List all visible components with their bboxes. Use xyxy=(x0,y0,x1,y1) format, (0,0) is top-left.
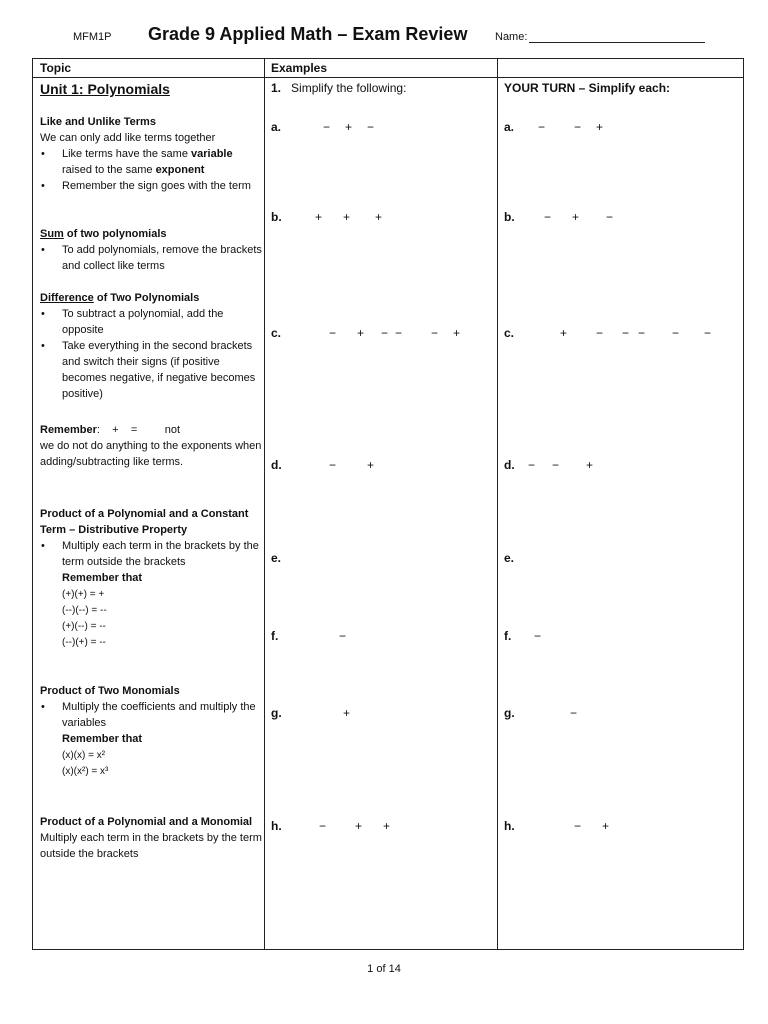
operator-sign: + xyxy=(602,819,610,833)
your-turn-item-label: c. xyxy=(504,326,515,340)
operator-sign: + xyxy=(367,458,375,472)
sign-rule-4: (--)(+) = -- xyxy=(62,637,106,648)
operator-sign: − xyxy=(534,629,542,643)
operator-sign: − xyxy=(395,326,403,340)
name-field[interactable] xyxy=(495,31,705,43)
sign-rules-label: Remember that xyxy=(62,572,143,584)
like-terms-intro: We can only add like terms together xyxy=(40,132,216,144)
operator-sign: + xyxy=(355,819,363,833)
exponent-rule-1: (x)(x) = x² xyxy=(62,750,106,761)
sign-rule-2: (--)(--) = -- xyxy=(62,605,107,616)
like-terms-bullet-2: • Remember the sign goes with the term xyxy=(40,178,262,194)
example-item-d xyxy=(271,458,491,476)
column-divider-2 xyxy=(497,59,498,949)
example-item-f xyxy=(271,629,491,647)
topic-column-header: Topic xyxy=(40,61,72,75)
sign-rule-1: (+)(+) = + xyxy=(62,589,105,600)
operator-sign: − xyxy=(574,120,582,134)
operator-sign: − xyxy=(528,458,536,472)
name-label: Name: xyxy=(495,31,528,43)
your-turn-item-label: h. xyxy=(504,819,515,833)
like-terms-heading: Like and Unlike Terms xyxy=(40,116,156,128)
distributive-heading: Product of a Polynomial and a Constant Term – Distributive Property xyxy=(40,508,249,536)
distributive-section xyxy=(40,506,262,651)
remember-equals: = xyxy=(130,424,138,436)
page-number: 1 of 14 xyxy=(367,963,401,975)
operator-sign: + xyxy=(560,326,568,340)
your-turn-item-a xyxy=(504,120,724,138)
examples-heading-number: 1. xyxy=(271,81,282,95)
example-item-a xyxy=(271,120,491,138)
exponent-rule-2: (x)(x²) = x³ xyxy=(62,766,109,777)
difference-bullet-1: • To subtract a polynomial, add the opposite xyxy=(40,306,262,338)
monomials-heading: Product of Two Monomials xyxy=(40,685,180,697)
remember-label: Remember xyxy=(40,424,97,436)
your-turn-item-label: f. xyxy=(504,629,512,643)
like-terms-bullet-1: • Like terms have the same variable raised to the same exponent xyxy=(40,146,262,178)
page-title: Grade 9 Applied Math – Exam Review xyxy=(148,24,468,44)
example-item-h xyxy=(271,819,491,837)
name-blank-line[interactable] xyxy=(529,32,705,43)
course-code: MFM1P xyxy=(73,31,112,43)
examples-heading-text: Simplify the following: xyxy=(291,81,407,95)
operator-sign: − xyxy=(704,326,712,340)
your-turn-item-h xyxy=(504,819,724,837)
monomials-section xyxy=(40,683,262,780)
example-item-label: a. xyxy=(271,120,282,134)
poly-monomial-heading: Product of a Polynomial and a Monomial xyxy=(40,816,253,828)
operator-sign: − xyxy=(431,326,439,340)
unit-title-text: Unit 1: Polynomials xyxy=(40,81,170,97)
operator-sign: − xyxy=(329,326,337,340)
your-turn-item-f xyxy=(504,629,724,647)
operator-sign: − xyxy=(638,326,646,340)
operator-sign: + xyxy=(572,210,580,224)
your-turn-item-label: e. xyxy=(504,551,515,565)
operator-sign: − xyxy=(552,458,560,472)
example-item-c xyxy=(271,326,491,344)
your-turn-item-label: d. xyxy=(504,458,515,472)
example-item-label: g. xyxy=(271,706,282,720)
operator-sign: + xyxy=(343,706,351,720)
column-divider-1 xyxy=(264,59,265,949)
remember-section: Remember: + = not we do not do anything to the exponents when adding/subtracting like terms. xyxy=(40,424,262,468)
example-item-b xyxy=(271,210,491,228)
exponent-rules xyxy=(40,731,262,780)
sum-section xyxy=(40,226,262,274)
operator-sign: − xyxy=(596,326,604,340)
example-item-label: d. xyxy=(271,458,282,472)
remember-plus: + xyxy=(112,424,119,436)
operator-sign: + xyxy=(596,120,604,134)
your-turn-item-d xyxy=(504,458,724,476)
example-item-label: e. xyxy=(271,551,282,565)
sum-bullet-1: • To add polynomials, remove the brackets and collect like terms xyxy=(40,242,262,274)
operator-sign: + xyxy=(586,458,594,472)
difference-bullet-2: • Take everything in the second brackets and switch their signs (if positive becomes negative, if negative becomes positive) xyxy=(40,338,262,402)
your-turn-item-label: a. xyxy=(504,120,515,134)
like-terms-section xyxy=(40,114,262,194)
operator-sign: − xyxy=(622,326,630,340)
operator-sign: + xyxy=(315,210,323,224)
operator-sign: − xyxy=(574,819,582,833)
difference-section xyxy=(40,290,262,402)
your-turn-item-e xyxy=(504,551,724,569)
your-turn-heading xyxy=(504,81,670,95)
your-turn-item-label: g. xyxy=(504,706,515,720)
example-item-label: f. xyxy=(271,629,279,643)
examples-column-header: Examples xyxy=(271,61,328,75)
monomials-bullet-1: • Multiply the coefficients and multiply the variables xyxy=(40,699,262,731)
exponent-rules-label: Remember that xyxy=(62,733,143,745)
example-item-g xyxy=(271,706,491,724)
sign-rule-3: (+)(--) = -- xyxy=(62,621,106,632)
poly-monomial-section xyxy=(40,814,262,862)
difference-heading-underlined: Difference xyxy=(40,292,94,304)
page-header xyxy=(0,24,768,48)
remember-note: we do not do anything to the exponents when adding/subtracting like terms. xyxy=(40,440,262,468)
examples-heading xyxy=(271,81,406,95)
operator-sign: − xyxy=(381,326,389,340)
header-row-divider xyxy=(33,77,743,78)
operator-sign: − xyxy=(367,120,375,134)
your-turn-item-label: b. xyxy=(504,210,515,224)
operator-sign: − xyxy=(323,120,331,134)
example-item-label: c. xyxy=(271,326,282,340)
example-item-e xyxy=(271,551,491,569)
sign-rules xyxy=(40,570,262,651)
your-turn-item-b xyxy=(504,210,724,228)
difference-heading-rest: of Two Polynomials xyxy=(93,292,200,304)
operator-sign: + xyxy=(345,120,353,134)
sum-heading-rest: of two polynomials xyxy=(63,228,167,240)
operator-sign: − xyxy=(544,210,552,224)
operator-sign: − xyxy=(672,326,680,340)
operator-sign: + xyxy=(343,210,351,224)
sum-heading-underlined: Sum xyxy=(40,228,64,240)
review-table xyxy=(32,58,744,950)
operator-sign: + xyxy=(453,326,461,340)
your-turn-item-g xyxy=(504,706,724,724)
operator-sign: + xyxy=(383,819,391,833)
operator-sign: + xyxy=(357,326,365,340)
operator-sign: + xyxy=(375,210,383,224)
example-item-label: b. xyxy=(271,210,282,224)
your-turn-item-c xyxy=(504,326,724,344)
remember-not: not xyxy=(164,424,181,436)
poly-monomial-text: Multiply each term in the brackets by the term outside the brackets xyxy=(40,832,262,860)
operator-sign: − xyxy=(339,629,347,643)
operator-sign: − xyxy=(570,706,578,720)
example-item-label: h. xyxy=(271,819,282,833)
operator-sign: − xyxy=(606,210,614,224)
operator-sign: − xyxy=(329,458,337,472)
operator-sign: − xyxy=(538,120,546,134)
distributive-bullet-1: • Multiply each term in the brackets by the term outside the brackets xyxy=(40,538,262,570)
your-turn-heading-text: YOUR TURN – Simplify each: xyxy=(504,81,671,95)
unit-title xyxy=(40,81,262,99)
operator-sign: − xyxy=(319,819,327,833)
